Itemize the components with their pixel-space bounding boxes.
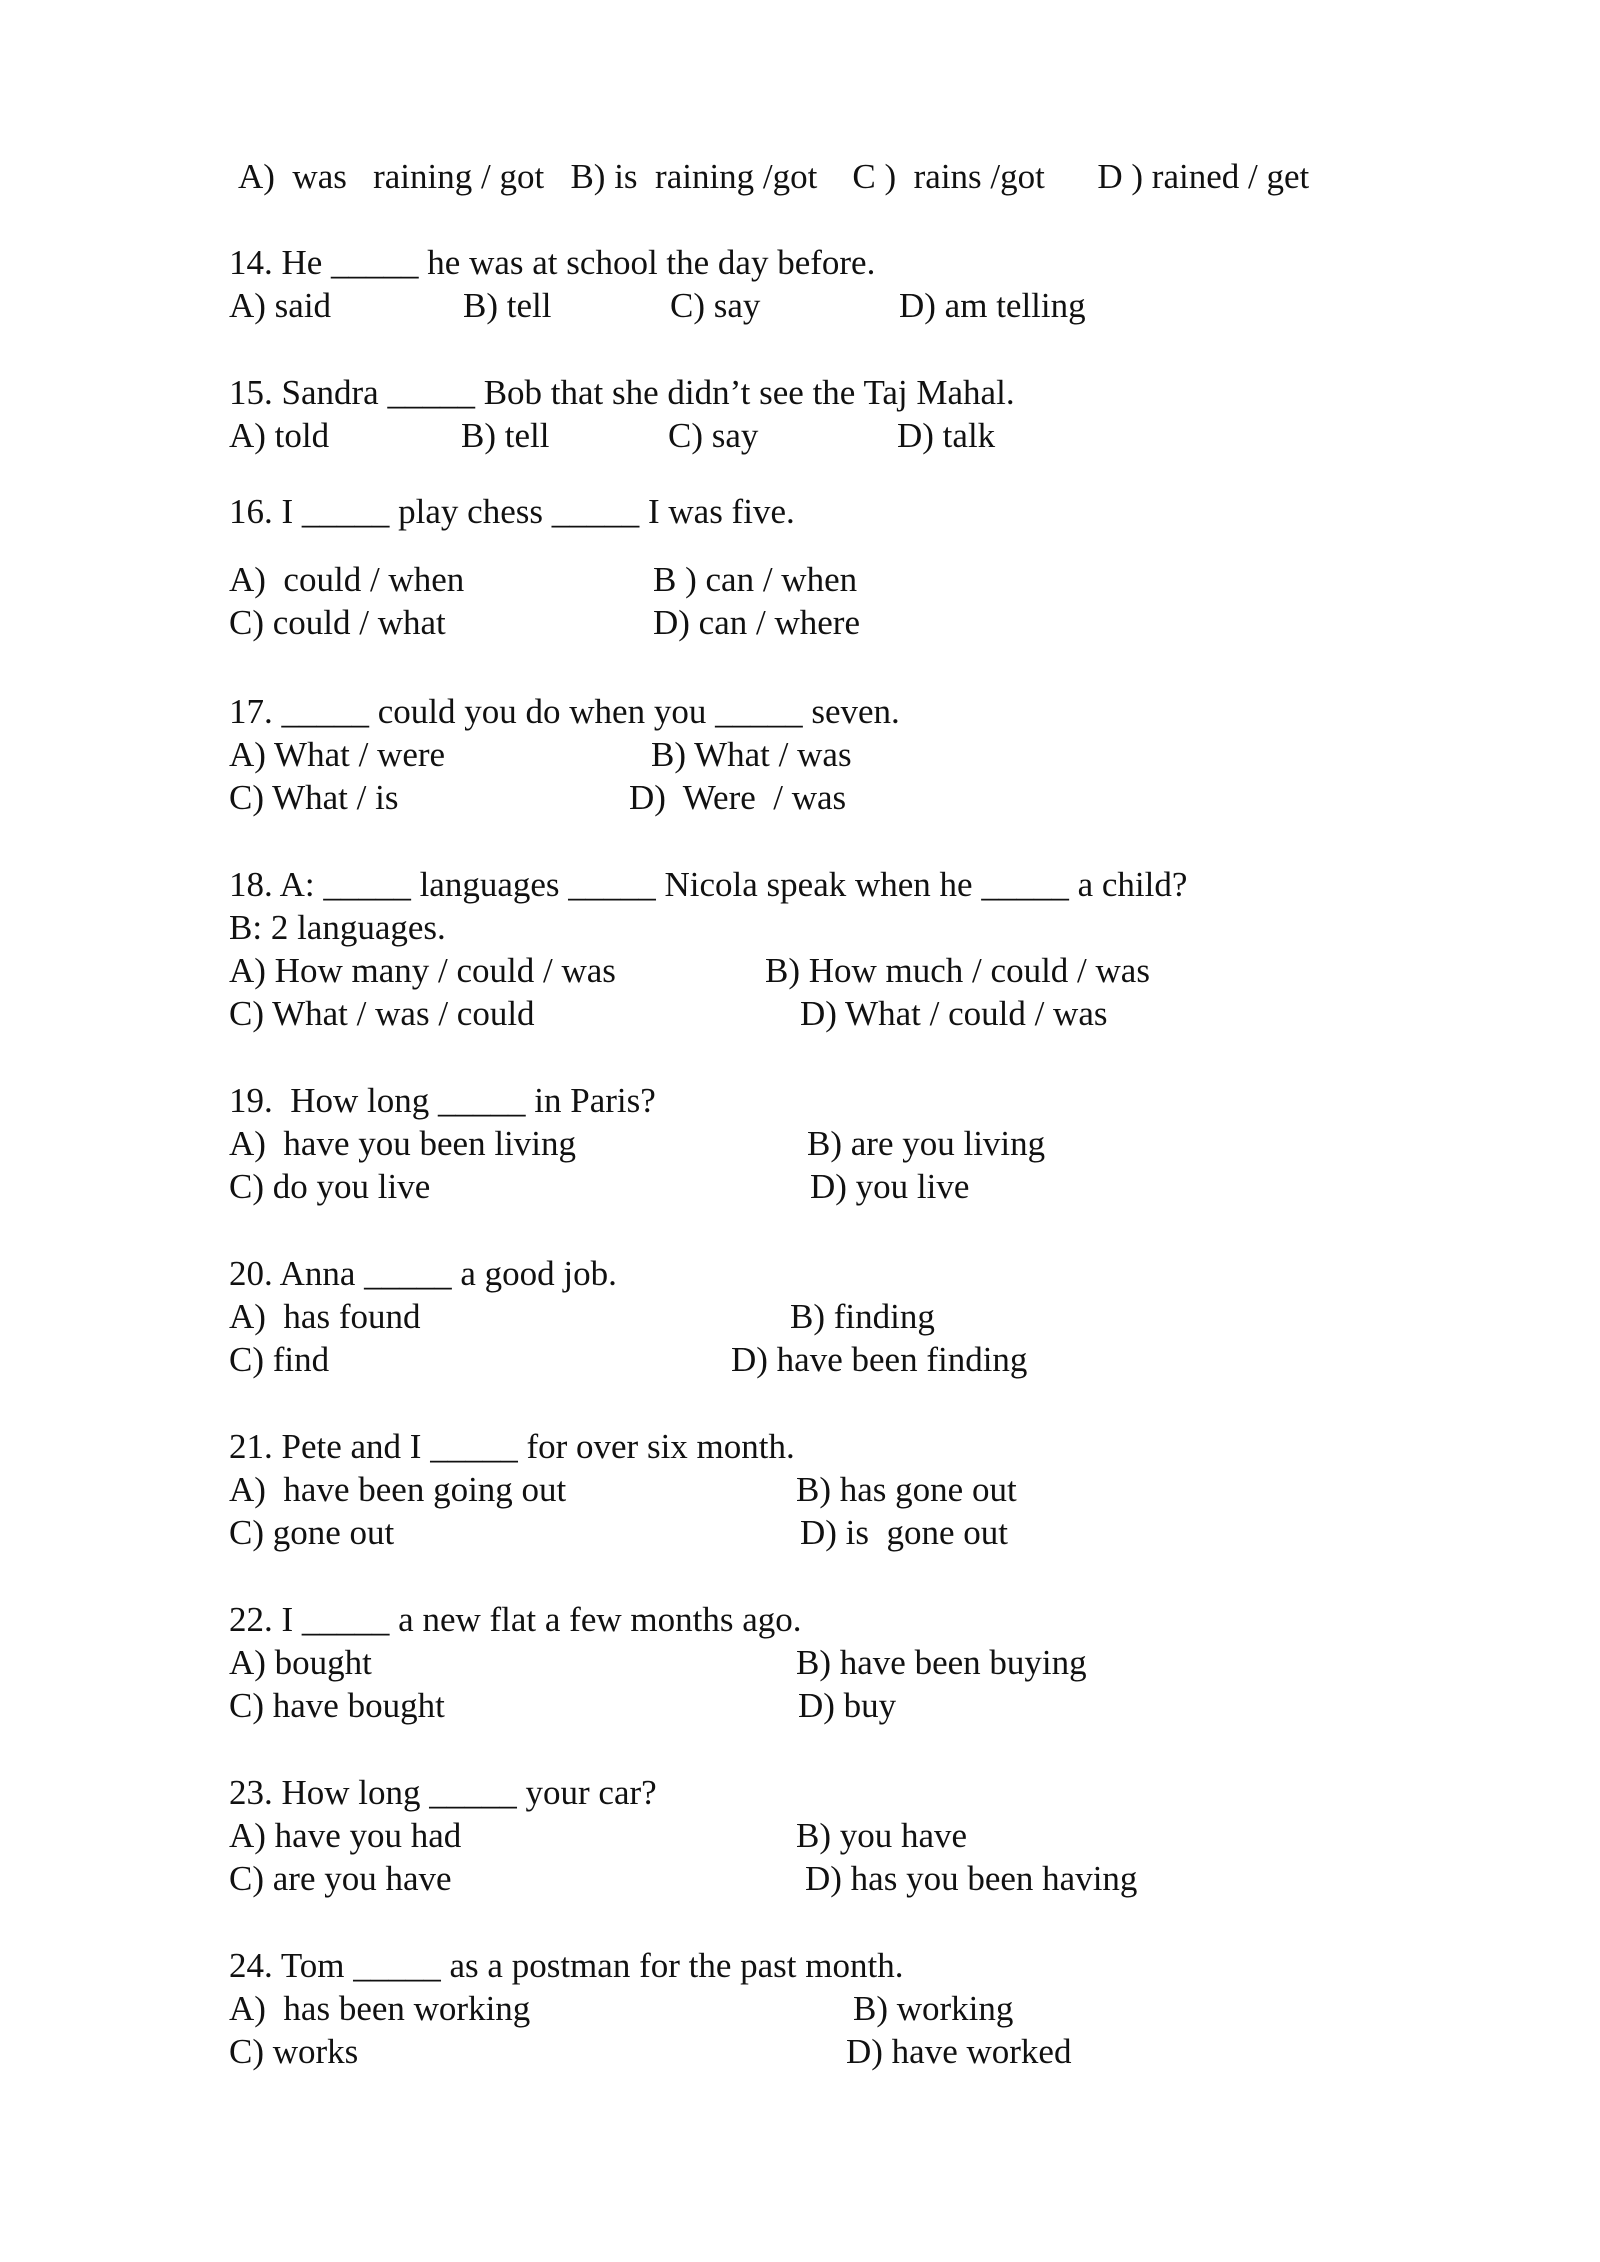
q14-option-b: B) tell — [463, 286, 552, 325]
q23-question: 23. How long _____ your car? — [229, 1773, 657, 1812]
q16-option-b: B ) can / when — [653, 560, 858, 599]
q20-question: 20. Anna _____ a good job. — [229, 1254, 617, 1293]
q19-option-c: C) do you live — [229, 1167, 431, 1206]
q20-option-b: B) finding — [790, 1297, 935, 1336]
q23-option-a: A) have you had — [229, 1816, 462, 1855]
q15-option-c: C) say — [668, 416, 759, 455]
q21-option-a: A) have been going out — [229, 1470, 567, 1509]
q16-question: 16. I _____ play chess _____ I was five. — [229, 492, 795, 531]
q21-option-b: B) has gone out — [796, 1470, 1017, 1509]
q21-option-c: C) gone out — [229, 1513, 395, 1552]
q15-option-b: B) tell — [461, 416, 550, 455]
q21-option-d: D) is gone out — [800, 1513, 1009, 1552]
q14-option-a: A) said — [229, 286, 332, 325]
q18-option-b: B) How much / could / was — [765, 951, 1150, 990]
q21-question: 21. Pete and I _____ for over six month. — [229, 1427, 795, 1466]
q20-option-d: D) have been finding — [731, 1340, 1028, 1379]
q20-option-a: A) has found — [229, 1297, 421, 1336]
q16-option-c: C) could / what — [229, 603, 446, 642]
q14-question: 14. He _____ he was at school the day before. — [229, 243, 876, 282]
q18-option-d: D) What / could / was — [800, 994, 1108, 1033]
q18-question: 18. A: _____ languages _____ Nicola speak when he _____ a child? — [229, 865, 1188, 904]
q24-question: 24. Tom _____ as a postman for the past month. — [229, 1946, 904, 1985]
q14-option-c: C) say — [670, 286, 761, 325]
q17-option-c: C) What / is — [229, 778, 399, 817]
q15-option-d: D) talk — [897, 416, 996, 455]
q19-option-b: B) are you living — [807, 1124, 1046, 1163]
q22-option-a: A) bought — [229, 1643, 372, 1682]
q23-option-d: D) has you been having — [805, 1859, 1138, 1898]
q19-question: 19. How long _____ in Paris? — [229, 1081, 656, 1120]
q22-option-d: D) buy — [798, 1686, 897, 1725]
q13-options: A) was raining / got B) is raining /got C ) rains /got D ) rained / get — [238, 157, 1310, 196]
q22-question: 22. I _____ a new flat a few months ago. — [229, 1600, 802, 1639]
q17-option-d: D) Were / was — [629, 778, 847, 817]
q15-question: 15. Sandra _____ Bob that she didn’t see the Taj Mahal. — [229, 373, 1015, 412]
q18-answer: B: 2 languages. — [229, 908, 446, 947]
q17-option-b: B) What / was — [651, 735, 852, 774]
q24-option-c: C) works — [229, 2032, 359, 2071]
q16-option-a: A) could / when — [229, 560, 465, 599]
q19-option-d: D) you live — [810, 1167, 970, 1206]
q22-option-c: C) have bought — [229, 1686, 445, 1725]
q20-option-c: C) find — [229, 1340, 330, 1379]
q22-option-b: B) have been buying — [796, 1643, 1087, 1682]
q23-option-b: B) you have — [796, 1816, 968, 1855]
q18-option-a: A) How many / could / was — [229, 951, 616, 990]
q14-option-d: D) am telling — [899, 286, 1086, 325]
q18-option-c: C) What / was / could — [229, 994, 535, 1033]
q24-option-b: B) working — [853, 1989, 1014, 2028]
q15-option-a: A) told — [229, 416, 330, 455]
q24-option-a: A) has been working — [229, 1989, 531, 2028]
q19-option-a: A) have you been living — [229, 1124, 576, 1163]
q17-option-a: A) What / were — [229, 735, 446, 774]
q16-option-d: D) can / where — [653, 603, 860, 642]
q23-option-c: C) are you have — [229, 1859, 452, 1898]
q17-question: 17. _____ could you do when you _____ seven. — [229, 692, 900, 731]
q24-option-d: D) have worked — [846, 2032, 1072, 2071]
